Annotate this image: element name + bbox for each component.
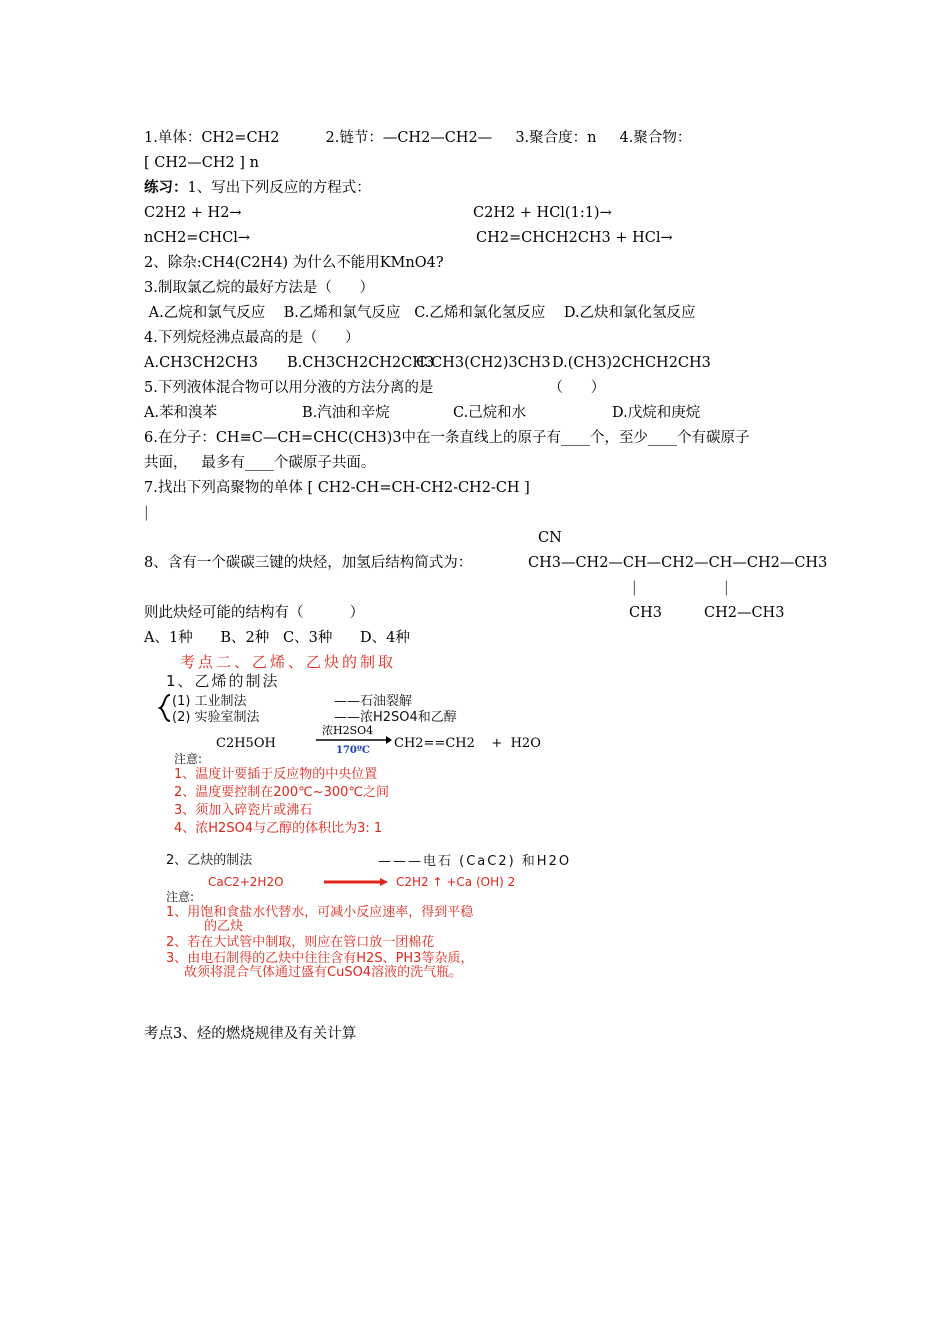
ethylene-industrial-method: (1) 工业制法 — [172, 694, 247, 709]
eq1-catalyst: 浓H2SO4 — [322, 724, 374, 737]
acetylene-note-3: 3、由电石制得的乙炔中往往含有H2S、PH3等杂质， — [166, 951, 474, 966]
question-6: 6.在分子：CH≡C—CH=CHC(CH3)3中在一条直线上的原子有____个，至少____个有碳原子 — [144, 430, 750, 446]
eq1-products: CH2==CH2 + H2O — [394, 736, 541, 751]
acetylene-note-1-cont: 的乙炔 — [204, 919, 244, 934]
ethylene-note-label: 注意: — [174, 752, 203, 766]
preparation-slide-figure — [150, 650, 730, 990]
question-7-bond: | — [144, 505, 149, 521]
question-3-options: A.乙烷和氯气反应 B.乙烯和氯气反应 C.乙烯和氯化氢反应 D.乙炔和氯化氢反应 — [144, 305, 696, 321]
exercise-instruction: 1、写出下列反应的方程式： — [187, 180, 371, 196]
acetylene-method-heading: 2、乙炔的制法 — [166, 853, 253, 868]
ethylene-lab-reagents: ——浓H2SO4和乙醇 — [334, 710, 457, 725]
question-5-option-c: C.己烷和水 — [453, 405, 527, 421]
line-polymer-formula: [ CH2—CH2 ] n — [144, 155, 259, 171]
question-7-cn-group: CN — [538, 530, 562, 546]
ethylene-note-4: 4、浓H2SO4与乙醇的体积比为3: 1 — [174, 821, 383, 836]
question-5-option-b: B.汽油和辛烷 — [302, 405, 390, 421]
acetylene-note-2: 2、若在大试管中制取，则应在管口放一团棉花 — [166, 935, 435, 950]
question-8-prompt: 则此炔烃可能的结构有（ ） — [144, 605, 365, 621]
brace-icon — [158, 694, 172, 722]
eq1-reactant: C2H5OH — [216, 736, 276, 751]
question-8-bond-1: | — [632, 580, 637, 596]
ethylene-note-1: 1、温度计要插于反应物的中央位置 — [174, 767, 378, 782]
ethylene-method-heading: 1、乙烯的制法 — [166, 672, 280, 690]
acetylene-note-3-cont: 故须将混合气体通过盛有CuSO4溶液的洗气瓶。 — [184, 965, 463, 980]
question-7: 7.找出下列高聚物的单体 [ CH2-CH=CH-CH2-CH2-CH ] — [144, 480, 530, 496]
question-5: 5.下列液体混合物可以用分液的方法分离的是 （ ） — [144, 380, 606, 396]
eq-butene-hcl: CH2=CHCH2CH3 + HCl→ — [476, 230, 673, 246]
question-4-option-c: C.CH3(CH2)3CH3 — [416, 355, 551, 371]
ethylene-lab-method: (2) 实验室制法 — [172, 710, 260, 725]
line-monomer-definitions: 1.单体：CH2=CH2 2.链节：—CH2—CH2— 3.聚合度：n 4.聚合物： — [144, 130, 692, 146]
question-6-continued: 共面， 最多有____个碳原子共面。 — [144, 455, 376, 471]
question-5-option-d: D.戊烷和庚烷 — [612, 405, 701, 421]
eq-vinyl-chloride-polymerization: nCH2=CHCl→ — [144, 230, 251, 246]
eq-ethyne-hcl: C2H2 + HCl(1:1)→ — [473, 205, 612, 221]
question-8-ch3-branch: CH3 — [629, 605, 662, 621]
ethylene-industrial-source: ——石油裂解 — [334, 694, 413, 709]
question-4-option-d: D.(CH3)2CHCH2CH3 — [552, 355, 711, 371]
question-3: 3.制取氯乙烷的最好方法是（ ） — [144, 280, 374, 296]
acetylene-reagents: ———电石 (CaC2) 和H2O — [378, 854, 572, 869]
question-2-impurity: 2、除杂:CH4(C2H4) 为什么不能用KMnO4? — [144, 255, 444, 271]
question-4-option-b: B.CH3CH2CH2CH3 — [287, 355, 435, 371]
ethylene-note-2: 2、温度要控制在200℃~300℃之间 — [174, 785, 389, 800]
question-8: 8、含有一个碳碳三键的炔烃，加氢后结构简式为： — [144, 555, 473, 571]
acetylene-note-label: 注意: — [166, 890, 195, 904]
question-8-options: A、1种 B、2种 C、3种 D、4种 — [144, 630, 410, 646]
line-exercise-heading — [144, 178, 371, 198]
eq2-reactants: CaC2+2H2O — [208, 875, 284, 889]
question-8-structure: CH3—CH2—CH—CH2—CH—CH2—CH3 — [528, 555, 828, 571]
question-4: 4.下列烷烃沸点最高的是（ ） — [144, 330, 360, 346]
question-4-option-a: A.CH3CH2CH3 — [144, 355, 258, 371]
question-8-ethyl-branch: CH2—CH3 — [704, 605, 785, 621]
eq1-temperature: 170ºC — [336, 745, 370, 756]
section-heading-combustion: 考点3、烃的燃烧规律及有关计算 — [144, 1026, 357, 1042]
eq-ethyne-hydrogen: C2H2 + H2→ — [144, 205, 242, 221]
figure-title: 考点二、乙烯、乙炔的制取 — [180, 653, 397, 671]
question-5-option-a: A.苯和溴苯 — [144, 405, 218, 421]
acetylene-note-1: 1、用饱和食盐水代替水，可减小反应速率，得到平稳 — [166, 905, 474, 920]
exercise-label: 练习： — [144, 179, 188, 196]
eq2-products: C2H2 ↑ +Ca (OH) 2 — [396, 875, 516, 889]
ethylene-note-3: 3、须加入碎瓷片或沸石 — [174, 803, 313, 818]
question-8-bond-2: | — [724, 580, 729, 596]
eq2-arrow-icon — [324, 878, 388, 886]
